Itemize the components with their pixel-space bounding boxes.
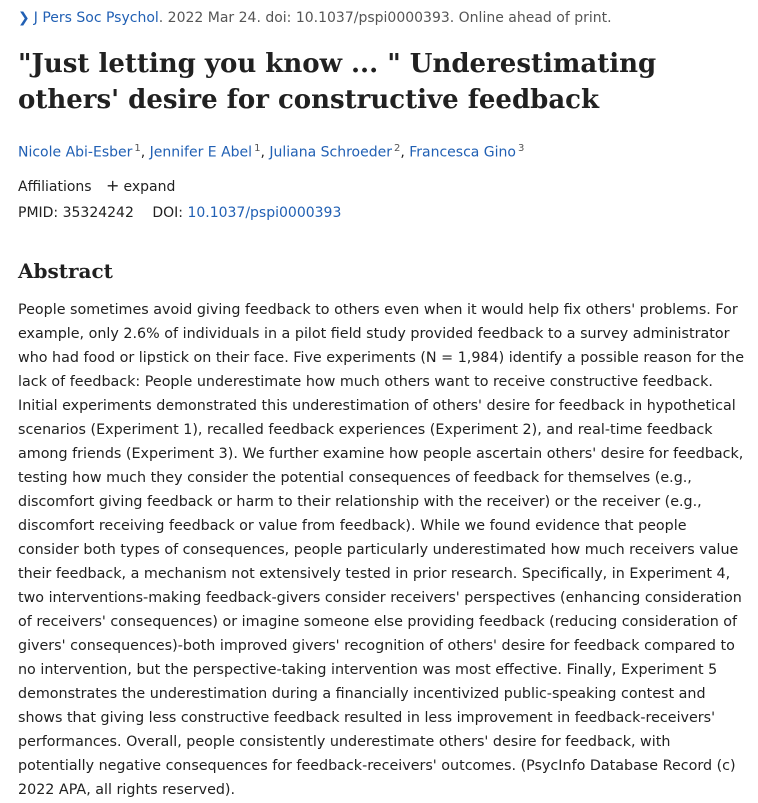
doi-label: DOI: — [152, 205, 183, 221]
expand-affiliations-button[interactable] — [106, 176, 176, 195]
abstract-heading: Abstract — [18, 259, 113, 283]
author-link[interactable]: Jennifer E Abel — [149, 144, 253, 161]
affiliations-label: Affiliations — [18, 179, 92, 195]
abstract-text: People sometimes avoid giving feedback to others even when it would help fix others' problems. For example, only 2.6% of individuals in a pilot field study provided feedback to a survey administrator who had food or lipstick on their face. Five experiments (N = 1,984) identify a possible reason for the lack of feedback: People underestimate how much others want to receive constructive feedback. Initial experiments demonstrated this underestimation of others' desire for feedback in hypothetical scenarios (Experiment 1), recalled feedback experiences (Experiment 2), and real-time feedback among friends (Experiment 3). We further examine how people ascertain others' desire for feedback, testing how much they consider the potential consequences of feedback for themselves (e.g., discomfort giving feedback or harm to their relationship with the receiver) or the receiver (e.g., discomfort receiving feedback or value from feedback). While we found evidence that people consider both types of consequences, people particularly underestimated how much receivers value their feedback, a mechanism not extensively tested in prior research. Specifically, in Experiment 4, two interventions-making feedback-givers consider receivers' perspectives (enhancing consideration of receivers' consequences) or imagine someone else providing feedback (reducing consideration of givers' consequences)-both improved givers' recognition of others' desire for feedback compared to no intervention, but the perspective-taking intervention was most effective. Finally, Experiment 5 demonstrates the underestimation during a financially incentivized public-speaking contest and shows that giving less constructive feedback resulted in less improvement in feedback-receivers' performances. Overall, people consistently underestimate others' desire for feedback, with potentially negative consequences for feedback-receivers' outcomes. (PsycInfo Database Record (c) 2022 APA, all rights reserved). — [18, 302, 744, 798]
journal-link[interactable]: J Pers Soc Psychol — [33, 10, 159, 26]
affiliation-ref[interactable]: 1 — [134, 143, 141, 154]
affiliation-ref[interactable]: 1 — [254, 143, 261, 154]
affiliations-row — [18, 176, 175, 197]
article-title: "Just letting you know ... " Underestimating others' desire for constructive feedback — [18, 49, 657, 115]
citation-line — [18, 8, 612, 28]
doi-link[interactable]: 10.1037/pspi0000393 — [187, 205, 342, 221]
identifiers-row — [18, 203, 341, 223]
affiliation-ref[interactable]: 2 — [393, 143, 401, 154]
author-link[interactable]: Francesca Gino — [409, 144, 516, 161]
author-link[interactable]: Nicole Abi-Esber — [18, 144, 133, 161]
plus-icon: + — [106, 176, 120, 195]
authors-list: Nicole Abi-Esber $^1$, Jennifer E Abel $^1$, Juliana Schroeder $^2$, Francesca Gino $^3$ — [18, 143, 525, 161]
affiliation-ref[interactable]: 3 — [517, 143, 525, 154]
chevron-right-icon: ❯ — [18, 10, 30, 26]
pmid-value: 35324242 — [62, 205, 134, 221]
citation-details: . 2022 Mar 24. doi: 10.1037/pspi0000393. Online ahead of print. — [158, 10, 612, 26]
expand-label: expand — [123, 179, 176, 195]
author-link[interactable]: Juliana Schroeder — [269, 144, 392, 161]
pmid-label: PMID: — [18, 205, 59, 221]
